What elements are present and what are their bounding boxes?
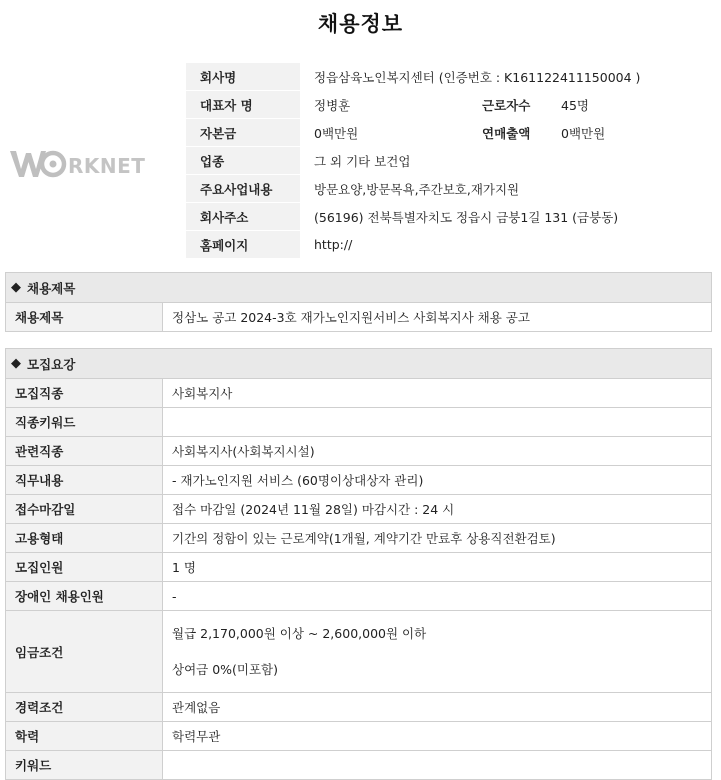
row-label: 임금조건 (6, 611, 163, 693)
company-info-table (186, 63, 716, 259)
company-label: 연매출액 (482, 125, 531, 141)
row-value: - 재가노인지원 서비스 (60명이상대상자 관리) (163, 466, 712, 495)
table-row (6, 379, 711, 408)
table-row (6, 693, 711, 722)
table-row (6, 466, 711, 495)
section-header (6, 273, 711, 303)
table-row (6, 303, 711, 331)
row-label: 접수마감일 (6, 495, 163, 524)
diamond-bullet-icon: ◆ (11, 280, 21, 295)
company-label: 회사명 (186, 63, 300, 91)
table-row (6, 722, 711, 751)
recruit-title-value: 정삼노 공고 2024-3호 재가노인지원서비스 사회복지사 채용 공고 (172, 310, 530, 325)
row-label: 채용제목 (6, 303, 163, 331)
company-label: 회사주소 (186, 203, 300, 231)
worknet-logo (8, 143, 163, 183)
row-value: 접수 마감일 (2024년 11월 28일) 마감시간 : 24 시 (163, 495, 712, 524)
table-row (6, 437, 711, 466)
row-value: 기간의 정함이 있는 근로계약(1개월, 계약기간 만료후 상용직전환검토) (163, 524, 712, 553)
table-row (6, 611, 711, 693)
recruit-title-section (5, 272, 712, 332)
row-value (163, 408, 712, 437)
company-value: (56196) 전북특별자치도 정읍시 금붕1길 131 (금붕동) (300, 203, 716, 231)
row-label: 경력조건 (6, 693, 163, 722)
company-value: 0백만원 (547, 119, 716, 147)
company-row-ceo (186, 91, 716, 119)
table-row (6, 751, 711, 780)
company-value: 45명 (547, 91, 716, 119)
section-header (6, 349, 711, 379)
row-value: - (163, 582, 712, 611)
company-value: 0백만원 (300, 119, 482, 147)
company-value: 정병훈 (300, 91, 482, 119)
company-label: 홈페이지 (186, 231, 300, 259)
table-row (6, 553, 711, 582)
section-header-label: 채용제목 (27, 280, 76, 296)
row-label: 모집직종 (6, 379, 163, 408)
row-label: 장애인 채용인원 (6, 582, 163, 611)
row-label: 학력 (6, 722, 163, 751)
row-label: 직무내용 (6, 466, 163, 495)
requirements-table (6, 379, 711, 779)
company-row-address (186, 203, 716, 231)
company-value: 정읍삼육노인복지센터 (인증번호 : K161122411150004 ) (300, 63, 716, 91)
row-value: 학력무관 (163, 722, 712, 751)
row-label: 모집인원 (6, 553, 163, 582)
company-row-business (186, 175, 716, 203)
section-header-label: 모집요강 (27, 356, 76, 372)
requirements-section (5, 348, 712, 780)
recruit-title-table (6, 303, 711, 331)
row-label: 관련직종 (6, 437, 163, 466)
page-title: 채용정보 (317, 12, 404, 36)
row-label: 고용형태 (6, 524, 163, 553)
company-row-industry (186, 147, 716, 175)
company-value: 그 외 기타 보건업 (300, 147, 716, 175)
wage-value (163, 611, 712, 693)
table-row (6, 495, 711, 524)
homepage-link[interactable]: http:// (300, 231, 716, 259)
company-value: 방문요양,방문목욕,주간보호,재가지원 (300, 175, 716, 203)
company-label: 대표자 명 (186, 91, 300, 119)
company-label: 자본금 (186, 119, 300, 147)
company-row-capital (186, 119, 716, 147)
row-value: 관계없음 (163, 693, 712, 722)
company-label: 업종 (186, 147, 300, 175)
company-label: 근로자수 (482, 97, 531, 113)
svg-text:RKNET: RKNET (68, 154, 146, 178)
table-row (6, 524, 711, 553)
company-row-name (186, 63, 716, 91)
table-row (6, 408, 711, 437)
row-value: 사회복지사(사회복지시설) (163, 437, 712, 466)
diamond-bullet-icon: ◆ (11, 356, 21, 371)
row-label: 직종키워드 (6, 408, 163, 437)
wage-salary: 월급 2,170,000원 이상 ~ 2,600,000원 이하 (172, 625, 427, 641)
company-label: 주요사업내용 (186, 175, 300, 203)
table-row (6, 582, 711, 611)
row-value: 1 명 (163, 553, 712, 582)
company-row-homepage (186, 231, 716, 259)
row-value (163, 751, 712, 780)
row-value: 사회복지사 (172, 386, 233, 401)
row-label: 키워드 (6, 751, 163, 780)
wage-bonus: 상여금 0%(미포함) (172, 661, 279, 677)
